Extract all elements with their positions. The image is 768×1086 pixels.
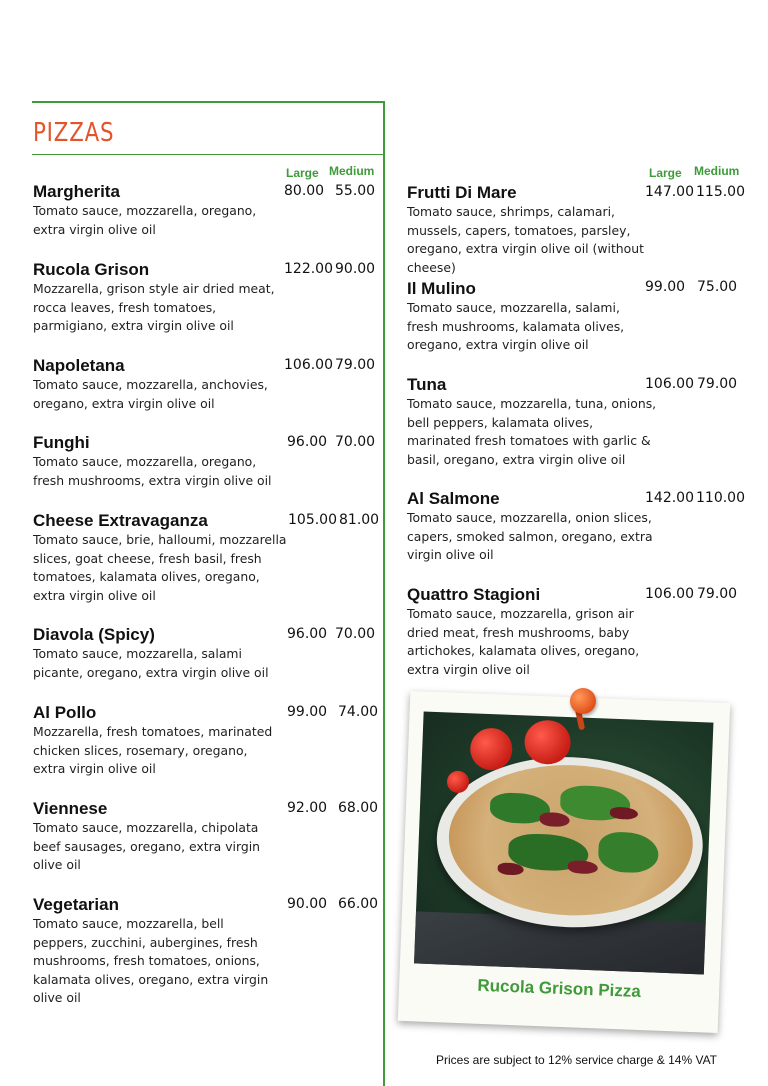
left-large-header: Large	[286, 166, 319, 180]
item-desc: Tomato sauce, mozzarella, salami, fresh mushrooms, kalamata olives, oregano, extra virgin olive oil	[407, 300, 625, 352]
price-large: 92.00	[287, 800, 328, 816]
menu-item	[407, 375, 657, 469]
menu-item	[33, 511, 288, 605]
item-name: Napoletana	[33, 356, 125, 375]
price-footnote: Prices are subject to 12% service charge & 14% VAT	[436, 1053, 718, 1067]
item-desc: Tomato sauce, mozzarella, salami picante, oregano, extra virgin olive oil	[33, 646, 269, 680]
menu-item	[407, 489, 657, 565]
menu-item	[33, 260, 288, 336]
meat-shape	[568, 860, 598, 874]
item-name: Il Mulino	[407, 279, 476, 298]
item-name: Frutti Di Mare	[407, 183, 517, 202]
menu-item	[407, 183, 657, 277]
price-medium: 74.00	[338, 704, 379, 720]
item-desc: Mozzarella, fresh tomatoes, marinated chicken slices, rosemary, oregano, extra virgin olive oil	[33, 724, 273, 776]
price-large: 105.00	[288, 512, 337, 528]
price-medium: 79.00	[335, 357, 376, 373]
item-desc: Tomato sauce, mozzarella, anchovies, oregano, extra virgin olive oil	[33, 377, 268, 411]
price-large: 147.00	[645, 184, 694, 200]
menu-item	[407, 585, 657, 679]
menu-item	[407, 279, 657, 355]
section-title: PIZZAS	[33, 118, 115, 148]
price-medium: 55.00	[335, 183, 376, 199]
menu-item	[33, 433, 288, 490]
item-desc: Tomato sauce, mozzarella, tuna, onions, bell peppers, kalamata olives, marinated fresh tomatoes with garlic & basil, oregano, extra virgin olive oil	[407, 396, 657, 467]
menu-item	[33, 182, 288, 239]
menu-item	[33, 356, 288, 413]
photo-caption: Rucola Grison Pizza	[477, 975, 642, 1002]
item-name: Al Salmone	[407, 489, 500, 508]
frame-divider	[383, 101, 385, 1086]
frame-top-border	[32, 101, 385, 103]
price-medium: 75.00	[697, 279, 738, 295]
price-large: 80.00	[284, 183, 325, 199]
price-medium: 90.00	[335, 261, 376, 277]
item-name: Quattro Stagioni	[407, 585, 541, 604]
price-medium: 115.00	[696, 184, 745, 200]
item-name: Al Pollo	[33, 703, 97, 722]
price-large: 106.00	[645, 376, 694, 392]
item-name: Tuna	[407, 375, 447, 394]
price-medium: 81.00	[339, 512, 380, 528]
item-desc: Tomato sauce, mozzarella, oregano, extra virgin olive oil	[33, 203, 257, 237]
item-desc: Tomato sauce, mozzarella, bell peppers, zucchini, aubergines, fresh mushrooms, fresh tomatoes, onions, kalamata olives, oregano, extra virgin olive oil	[33, 916, 269, 1005]
tomato-shape	[469, 727, 513, 771]
pizza-photo	[414, 712, 713, 975]
price-medium: 79.00	[697, 376, 738, 392]
item-desc: Tomato sauce, mozzarella, oregano, fresh mushrooms, extra virgin olive oil	[33, 454, 272, 488]
push-pin-icon	[570, 688, 596, 714]
meat-shape	[610, 807, 638, 820]
price-large: 99.00	[645, 279, 686, 295]
menu-item	[33, 625, 288, 682]
price-medium: 110.00	[696, 490, 745, 506]
left-medium-header: Medium	[329, 164, 375, 178]
item-name: Vegetarian	[33, 895, 119, 914]
item-desc: Tomato sauce, shrimps, calamari, mussels, capers, tomatoes, parsley, oregano, extra virgin olive oil (without cheese)	[407, 204, 644, 275]
arugula-shape	[598, 831, 659, 873]
item-desc: Tomato sauce, mozzarella, onion slices, capers, smoked salmon, oregano, extra virgin olive oil	[407, 510, 653, 562]
price-medium: 66.00	[338, 896, 379, 912]
item-desc: Tomato sauce, mozzarella, chipolata beef sausages, oregano, extra virgin olive oil	[33, 820, 261, 872]
item-desc: Tomato sauce, brie, halloumi, mozzarella slices, goat cheese, fresh basil, fresh tomatoes, kalamata olives, oregano, extra virgin olive oil	[33, 532, 287, 603]
price-large: 106.00	[645, 586, 694, 602]
right-medium-header: Medium	[694, 164, 740, 178]
price-large: 122.00	[284, 261, 333, 277]
item-name: Funghi	[33, 433, 90, 452]
price-medium: 70.00	[335, 434, 376, 450]
meat-shape	[497, 862, 523, 875]
price-large: 96.00	[287, 434, 328, 450]
price-large: 96.00	[287, 626, 328, 642]
item-desc: Tomato sauce, mozzarella, grison air dried meat, fresh mushrooms, baby artichokes, kalamata olives, oregano, extra virgin olive oil	[407, 606, 640, 677]
item-name: Diavola (Spicy)	[33, 625, 155, 644]
pizza-photo-card	[398, 691, 730, 1033]
price-medium: 79.00	[697, 586, 738, 602]
menu-item	[33, 703, 288, 779]
price-medium: 68.00	[338, 800, 379, 816]
item-name: Margherita	[33, 182, 120, 201]
price-large: 106.00	[284, 357, 333, 373]
item-name: Rucola Grison	[33, 260, 150, 279]
menu-item	[33, 799, 288, 875]
title-underline	[32, 154, 383, 155]
right-large-header: Large	[649, 166, 682, 180]
price-large: 142.00	[645, 490, 694, 506]
meat-shape	[539, 812, 570, 827]
price-large: 99.00	[287, 704, 328, 720]
price-medium: 70.00	[335, 626, 376, 642]
menu-item	[33, 895, 288, 1008]
item-desc: Mozzarella, grison style air dried meat, rocca leaves, fresh tomatoes, parmigiano, extra virgin olive oil	[33, 281, 275, 333]
item-name: Viennese	[33, 799, 108, 818]
item-name: Cheese Extravaganza	[33, 511, 208, 530]
price-large: 90.00	[287, 896, 328, 912]
